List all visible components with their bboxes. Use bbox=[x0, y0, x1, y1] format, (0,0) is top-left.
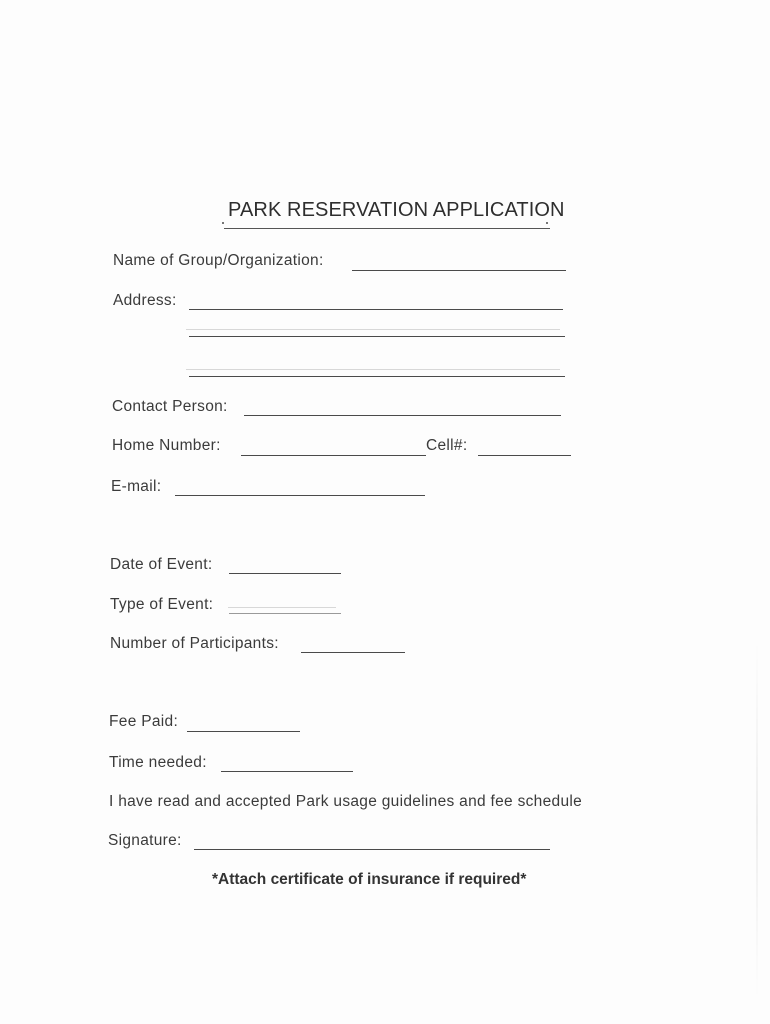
date-of-event-line[interactable] bbox=[229, 573, 341, 574]
participants-line[interactable] bbox=[301, 652, 405, 653]
time-needed-line[interactable] bbox=[221, 771, 353, 772]
scan-shadow bbox=[756, 640, 758, 1000]
type-of-event-label: Type of Event: bbox=[110, 596, 214, 613]
type-of-event-guide-line bbox=[228, 607, 336, 608]
group-name-label: Name of Group/Organization: bbox=[113, 252, 324, 269]
cell-line[interactable] bbox=[478, 455, 571, 456]
address-line-3[interactable] bbox=[189, 376, 565, 377]
address-line-1[interactable] bbox=[189, 309, 563, 310]
contact-person-label: Contact Person: bbox=[112, 398, 228, 415]
home-number-label: Home Number: bbox=[112, 437, 221, 454]
address-label: Address: bbox=[113, 292, 177, 309]
scan-mark bbox=[222, 222, 224, 224]
address-line-2[interactable] bbox=[189, 336, 565, 337]
title-underline bbox=[224, 228, 550, 229]
home-number-line[interactable] bbox=[241, 455, 426, 456]
form-title: PARK RESERVATION APPLICATION bbox=[228, 199, 565, 221]
address-guide-line bbox=[186, 329, 560, 330]
cell-label: Cell#: bbox=[426, 437, 468, 454]
acknowledgement-text: I have read and accepted Park usage guidelines and fee schedule bbox=[109, 793, 583, 810]
email-label: E-mail: bbox=[111, 478, 162, 495]
fee-paid-line[interactable] bbox=[187, 731, 300, 732]
type-of-event-line[interactable] bbox=[229, 613, 341, 614]
group-name-line[interactable] bbox=[352, 270, 566, 271]
scan-mark bbox=[546, 222, 548, 224]
date-of-event-label: Date of Event: bbox=[110, 556, 213, 573]
email-line[interactable] bbox=[175, 495, 425, 496]
signature-line[interactable] bbox=[194, 849, 550, 850]
contact-person-line[interactable] bbox=[244, 415, 561, 416]
fee-paid-label: Fee Paid: bbox=[109, 713, 179, 730]
address-guide-line bbox=[186, 369, 560, 370]
signature-label: Signature: bbox=[108, 832, 182, 849]
insurance-note: *Attach certificate of insurance if required* bbox=[212, 871, 527, 888]
participants-label: Number of Participants: bbox=[110, 635, 279, 652]
time-needed-label: Time needed: bbox=[109, 754, 207, 771]
